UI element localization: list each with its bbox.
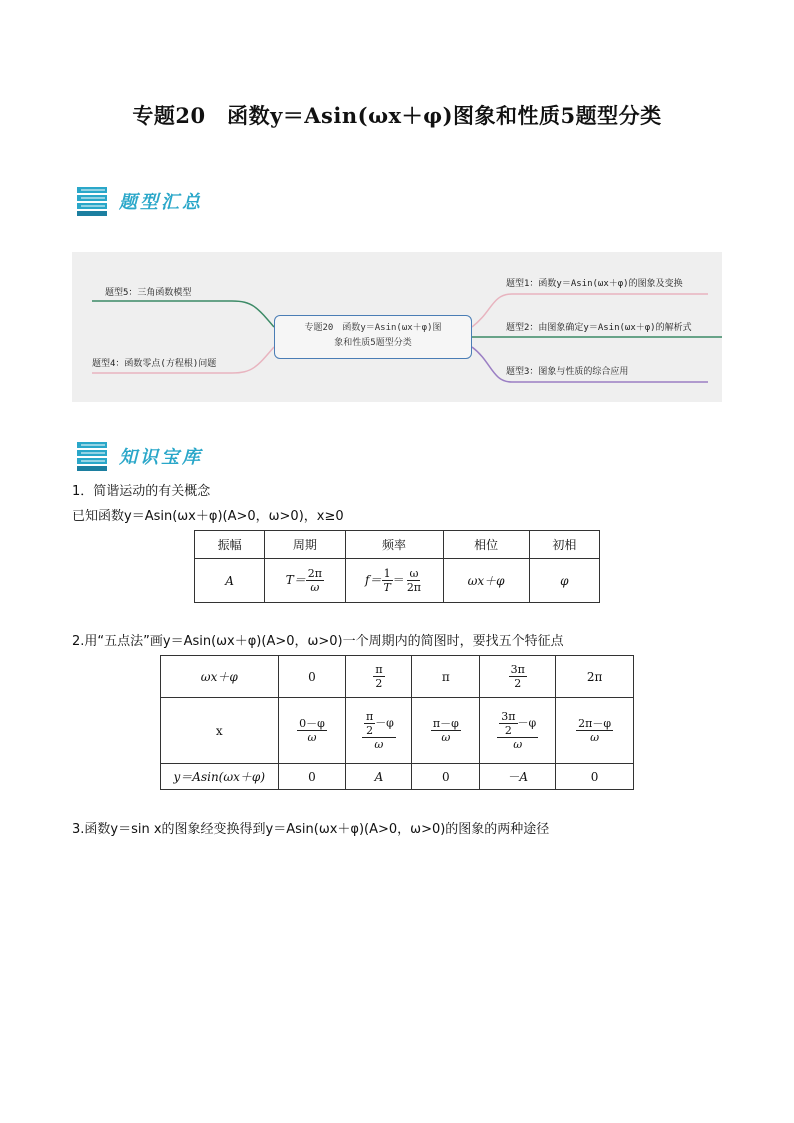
table1-header: 相位: [443, 531, 529, 559]
table1-initial-phase: φ: [529, 559, 599, 603]
frac-den: 2: [504, 724, 512, 737]
table2-cell: [346, 656, 412, 698]
frac-tail: －φ: [517, 716, 537, 730]
frac-den: ω: [441, 731, 451, 744]
frac-num: π: [365, 710, 374, 723]
paragraph-3: 2.用“五点法”画y＝Asin(ωx＋φ)(A>0，ω>0)一个周期内的简图时，要找五个特征点: [72, 634, 564, 649]
table1-header: 周期: [265, 531, 345, 559]
freq-den2: 2π: [406, 581, 422, 594]
frac-den: ω: [513, 738, 523, 751]
table1-period: [265, 559, 345, 603]
paragraph-1: 1．简谐运动的有关概念: [72, 484, 211, 499]
books-icon: [75, 183, 111, 219]
freq-eq: ＝: [392, 573, 405, 587]
table2-cell: －A: [480, 764, 556, 790]
table2-cell: [412, 698, 480, 764]
frac-num: 3π: [501, 710, 516, 723]
table2-cell: π: [412, 656, 480, 698]
table2-row2-label: x: [161, 698, 279, 764]
table2-cell: 0: [412, 764, 480, 790]
frac-den: ω: [590, 731, 600, 744]
paragraph-4: 3.函数y＝sin x的图象经变换得到y＝Asin(ωx＋φ)(A>0，ω>0)的图象的两种途径: [72, 822, 550, 837]
frac-num: 0－φ: [299, 717, 325, 730]
table2-cell: 0: [278, 656, 346, 698]
center-line-2: 象和性质5题型分类: [334, 338, 412, 348]
table2-cell: 0: [278, 764, 346, 790]
branch-5: [92, 301, 274, 327]
center-line-1: 专题20 函数y＝Asin(ωx＋φ)图: [304, 323, 442, 333]
table1-phase: ωx＋φ: [443, 559, 529, 603]
frac-tail: －φ: [375, 716, 394, 730]
page-title: 专题20 函数y＝Asin(ωx＋φ)图象和性质5题型分类: [132, 103, 662, 128]
period-lhs: T＝: [285, 573, 306, 587]
table1-header: 频率: [345, 531, 443, 559]
section-label-knowledge: 知识宝库: [119, 447, 203, 468]
section-header-knowledge: [75, 438, 203, 474]
period-num: 2π: [307, 567, 323, 580]
table1-amplitude: A: [195, 559, 265, 603]
frac-den: 2: [366, 724, 374, 737]
table2-cell: [278, 698, 346, 764]
frac-den: ω: [374, 738, 384, 751]
frac-num: 2π－φ: [578, 717, 612, 730]
table1-header: 初相: [529, 531, 599, 559]
frac-den: ω: [307, 731, 317, 744]
frac-num: π: [375, 663, 383, 676]
freq-fraction-2: [405, 567, 423, 594]
mindmap-type-5: 题型5：三角函数模型: [105, 288, 192, 298]
table2-cell: A: [346, 764, 412, 790]
table2-row1-label: ωx＋φ: [161, 656, 279, 698]
frac-den: 2: [514, 677, 522, 690]
table2-cell: [346, 698, 412, 764]
period-den: ω: [310, 581, 320, 594]
freq-num1: 1: [383, 567, 391, 580]
frac-den: 2: [375, 677, 383, 690]
table2-cell: [556, 698, 634, 764]
mindmap: [72, 252, 722, 402]
freq-num2: ω: [409, 567, 419, 580]
table-five-point: [160, 655, 634, 790]
period-fraction: [306, 567, 324, 594]
freq-fraction-1: [381, 567, 392, 594]
mindmap-type-2: 题型2：由图象确定y＝Asin(ωx＋φ)的解析式: [506, 323, 692, 333]
table1-header: 振幅: [195, 531, 265, 559]
table2-cell: [480, 656, 556, 698]
frac-num: π－φ: [432, 717, 459, 730]
table1-frequency: [345, 559, 443, 603]
table2-row3-label: y＝Asin(ωx＋φ): [161, 764, 279, 790]
frac-num: 3π: [510, 663, 525, 676]
mindmap-type-3: 题型3：图象与性质的综合应用: [506, 367, 629, 377]
section-header-summary: [75, 183, 203, 219]
table2-cell: [480, 698, 556, 764]
freq-den1: T: [383, 581, 391, 594]
paragraph-2: 已知函数y＝Asin(ωx＋φ)(A>0，ω>0)，x≥0: [72, 509, 344, 524]
section-label-summary: 题型汇总: [119, 192, 203, 213]
books-icon: [75, 438, 111, 474]
mindmap-type-1: 题型1：函数y＝Asin(ωx＋φ)的图象及变换: [506, 279, 683, 289]
table2-cell: 2π: [556, 656, 634, 698]
mindmap-center: [274, 315, 472, 359]
mindmap-type-4: 题型4：函数零点(方程根)问题: [92, 359, 217, 369]
freq-lhs: f＝: [365, 573, 382, 587]
table2-cell: 0: [556, 764, 634, 790]
table-simple-harmonic: [194, 530, 600, 603]
